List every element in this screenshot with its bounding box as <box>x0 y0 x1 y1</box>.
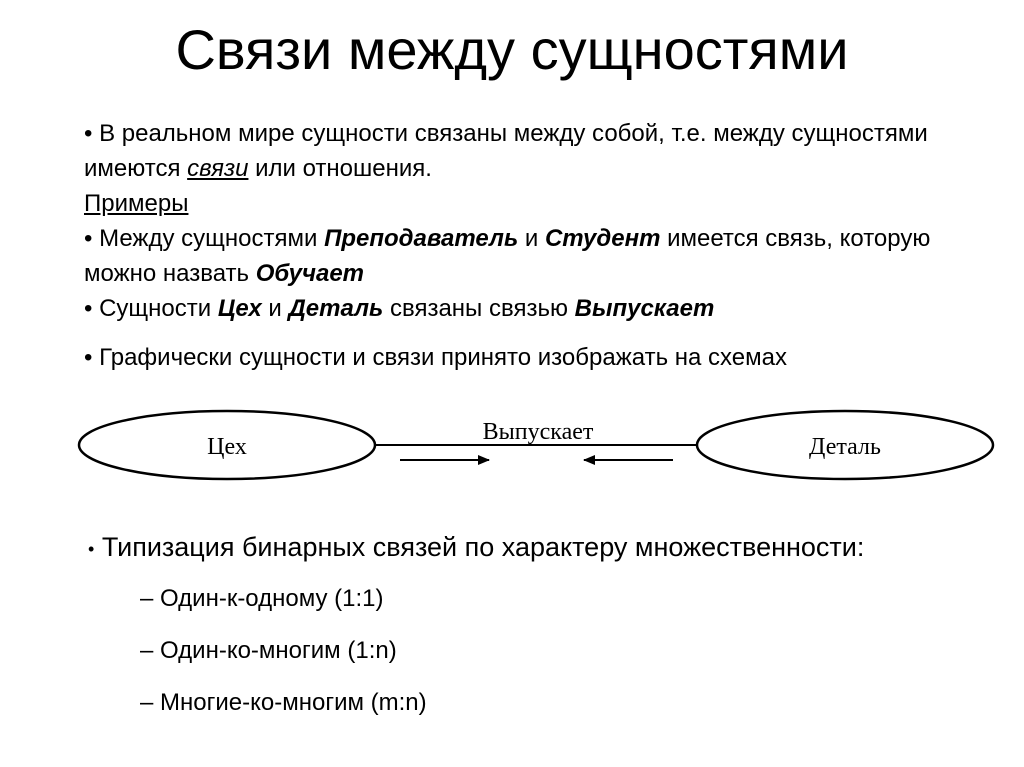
er-diagram <box>0 395 1024 505</box>
bullet: • <box>84 295 93 322</box>
list-item: – Один-ко-многим (1:n) <box>140 637 397 664</box>
example-2 <box>84 291 994 326</box>
relation-label: Выпускает <box>482 419 594 445</box>
list-item: – Многие-ко-многим (m:n) <box>140 689 427 716</box>
conjunction: и <box>261 295 289 322</box>
intro-text-end: или отношения. <box>248 155 432 182</box>
example-1-text-mid: имеется связь, которую можно назвать <box>84 225 931 287</box>
list-item: – Один-к-одному (1:1) <box>140 585 384 612</box>
example-2-text: Сущности <box>92 295 218 322</box>
graphic-note-text: Графически сущности и связи принято изображать на схемах <box>92 344 787 371</box>
typing-text: Типизация бинарных связей по характеру множественности: <box>94 532 865 562</box>
conjunction: и <box>518 225 545 252</box>
example-1-text: Между сущностями <box>92 225 325 252</box>
entity-label-left: Цех <box>207 434 247 460</box>
page-title: Связи между сущностями <box>175 18 849 81</box>
relation-teaches: Обучает <box>255 260 365 287</box>
examples-heading: Примеры <box>84 190 189 217</box>
entity-part: Деталь <box>288 295 384 322</box>
entity-workshop: Цех <box>217 295 262 322</box>
bullet: • <box>88 538 95 559</box>
graphic-note <box>84 340 994 375</box>
example-1 <box>84 221 994 291</box>
typing-heading <box>88 529 1008 567</box>
entity-label-right: Деталь <box>809 434 881 460</box>
term-links: связи <box>187 155 249 182</box>
example-2-text-mid: связаны связью <box>383 295 575 322</box>
bullet: • <box>84 120 93 147</box>
entity-teacher: Преподаватель <box>324 225 519 252</box>
bullet: • <box>84 344 93 371</box>
relation-produces: Выпускает <box>574 295 715 322</box>
cardinality-list <box>140 584 427 740</box>
content-block <box>84 116 994 375</box>
entity-student: Студент <box>544 225 661 252</box>
intro-paragraph <box>84 116 994 186</box>
bullet: • <box>84 225 93 252</box>
intro-text: В реальном мире сущности связаны между собой, т.е. между сущностями имеются <box>84 120 928 182</box>
